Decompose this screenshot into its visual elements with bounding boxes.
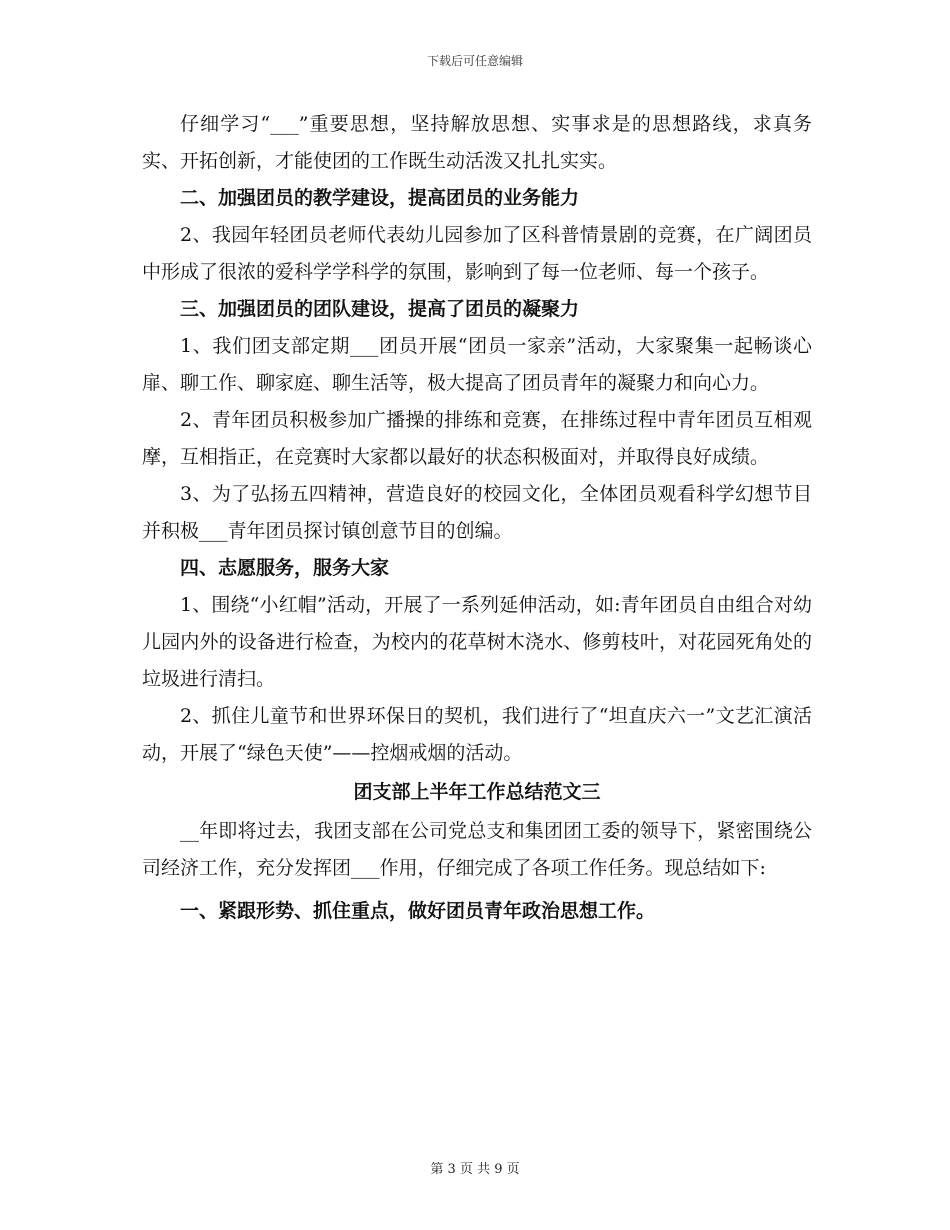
body-paragraph: 2、青年团员积极参加广播操的排练和竞赛，在排练过程中青年团员互相观摩，互相指正，在竞赛时大家都以最好的状态积极面对，并取得良好成绩。 [142,409,812,468]
section-heading: 四、志愿服务，服务大家 [180,557,390,579]
section-heading: 二、加强团员的教学建设，提高团员的业务能力 [180,187,580,209]
page-header: 下载后可任意编辑 [426,54,523,68]
body-paragraph: 1、围绕“小红帽”活动，开展了一系列延伸活动，如:青年团员自由组合对幼儿园内外的设备进行检查，为校内的花草树木浇水、修剪枝叶，对花园死角处的垃圾进行清扫。 [142,594,812,690]
body-paragraph: __年即将过去，我团支部在公司党总支和集团团工委的领导下，紧密围绕公司经济工作，充分发挥团___作用，仔细完成了各项工作任务。现总结如下: [142,820,812,879]
document-body [142,106,812,930]
body-paragraph: 2、我园年轻团员老师代表幼儿园参加了区科普情景剧的竞赛，在广阔团员中形成了很浓的爱科学学科学的氛围，影响到了每一位老师、每一个孩子。 [142,224,812,283]
section-heading: 三、加强团员的团队建设，提高了团员的凝聚力 [180,298,580,320]
body-paragraph: 3、为了弘扬五四精神，营造良好的校园文化，全体团员观看科学幻想节目并积极___青年团员探讨镇创意节目的创编。 [142,483,812,542]
body-paragraph: 仔细学习“___”重要思想，坚持解放思想、实事求是的思想路线，求真务实、开拓创新，才能使团的工作既生动活泼又扎扎实实。 [142,113,812,172]
document-title: 团支部上半年工作总结范文三 [353,781,601,803]
body-paragraph: 1、我们团支部定期___团员开展“团员一家亲”活动，大家聚集一起畅谈心扉、聊工作、聊家庭、聊生活等，极大提高了团员青年的凝聚力和向心力。 [142,335,812,394]
body-paragraph: 2、抓住儿童节和世界环保日的契机，我们进行了“坦直庆六一”文艺汇演活动，开展了“绿色天使”——控烟戒烟的活动。 [142,705,812,764]
page-number: 第 3 页 共 9 页 [430,1162,520,1177]
section-heading: 一、紧跟形势、抓住重点，做好团员青年政治思想工作。 [180,900,656,922]
